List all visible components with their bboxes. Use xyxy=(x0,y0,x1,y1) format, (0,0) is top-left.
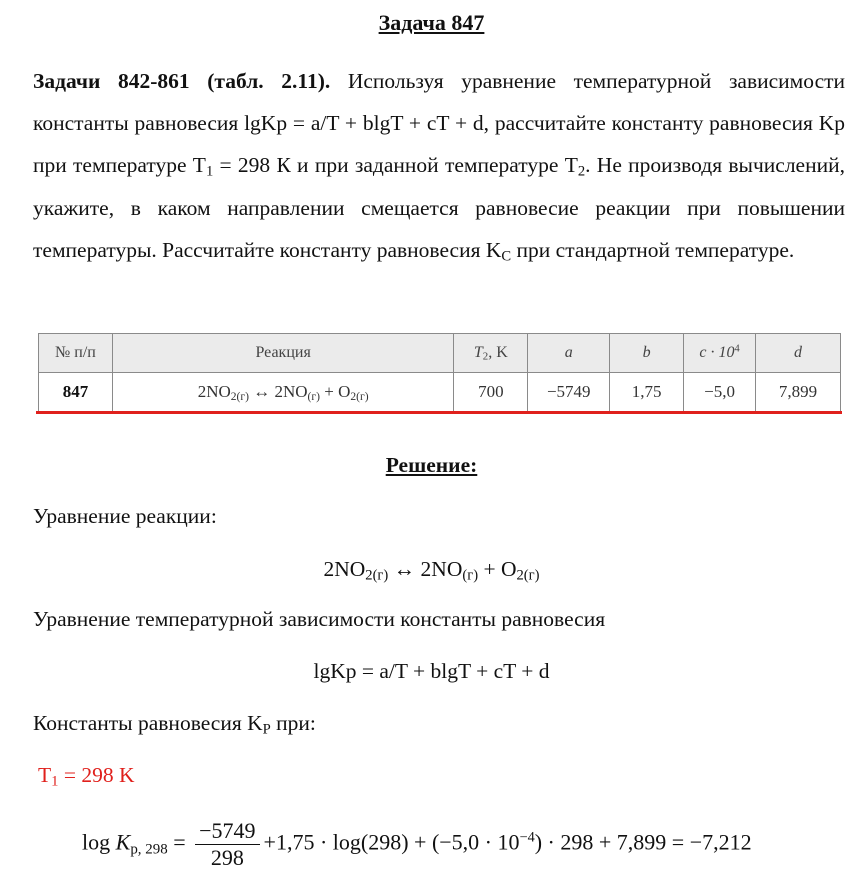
cell-num: 847 xyxy=(39,373,113,412)
task-text: Используя уравнение температурной xyxy=(347,69,712,93)
cell-d: 7,899 xyxy=(756,373,841,412)
cell-t2: 700 xyxy=(454,373,528,412)
data-table xyxy=(38,333,841,412)
page-title: Задача 847 xyxy=(378,10,485,35)
task-text: при стандартной температуре. xyxy=(511,237,795,262)
header-d: d xyxy=(756,334,841,373)
task-text: . Не производя вычислений, укажите, в каком направлении xyxy=(33,153,845,220)
kp-formula: $\log K_{p, 298}$ = $\frac{-5749}{298}$ $+1,75 \cdot \log(298) + (-5,0 \cdot 10^{-4}) \cdot 298 + 7,899 = -7,212$ xyxy=(82,818,752,870)
cell-c: −5,0 xyxy=(684,373,756,412)
table-row xyxy=(39,373,841,412)
t1-condition: $T_1 = 298$ K xyxy=(38,763,135,790)
task-intro: Задачи 842-861 (табл. 2.11). xyxy=(33,69,331,93)
subscript: 1 xyxy=(205,164,214,181)
header-t2: $T_2$, K xyxy=(454,334,528,373)
cell-a: −5749 xyxy=(528,373,610,412)
reaction-equation: $2NO_{2(г)}$ ↔ $2NO_{(г)} + O_{2(г)}$ xyxy=(323,557,540,584)
task-statement xyxy=(33,60,845,271)
task-text: константу равновесия K xyxy=(279,237,502,262)
table-header-row xyxy=(39,334,841,373)
task-text: = 298 К и при заданной xyxy=(213,153,439,178)
header-a: a xyxy=(528,334,610,373)
cell-reaction: $2NO_{2(г)}$ ↔ $2NO_{(г)} + O_{2(г)}$ xyxy=(112,373,453,412)
kp-label: Константы равновесия $K_P$ при: xyxy=(33,711,316,738)
header-reaction: Реакция xyxy=(112,334,453,373)
header-num: № п/п xyxy=(39,334,113,373)
task-text: константу равновесия Kp при температуре T xyxy=(33,111,846,178)
subscript: 2 xyxy=(577,164,586,181)
temp-eq-label: Уравнение температурной зависимости константы равновесия xyxy=(33,607,606,631)
reaction-eq-label: Уравнение реакции: xyxy=(33,504,217,528)
red-divider xyxy=(36,411,842,414)
cell-b: 1,75 xyxy=(610,373,684,412)
task-text: температуре T xyxy=(444,153,578,178)
temp-equation: lgKp = a/T + blgT + cT + d xyxy=(313,659,550,683)
header-c: $c \cdot 10^4$ xyxy=(684,334,756,373)
header-b: b xyxy=(610,334,684,373)
solution-heading: Решение: xyxy=(385,453,478,477)
subscript: C xyxy=(501,248,512,265)
fraction: $\frac{-5749}{298}$ xyxy=(195,818,259,871)
task-text: зависимости константы равновесия lgKp = a/T + blgT + cT + d, рассчитайте xyxy=(33,69,846,136)
task-text: смещается равновесие реакции при повышении температуры. Рассчитайте xyxy=(33,195,845,262)
